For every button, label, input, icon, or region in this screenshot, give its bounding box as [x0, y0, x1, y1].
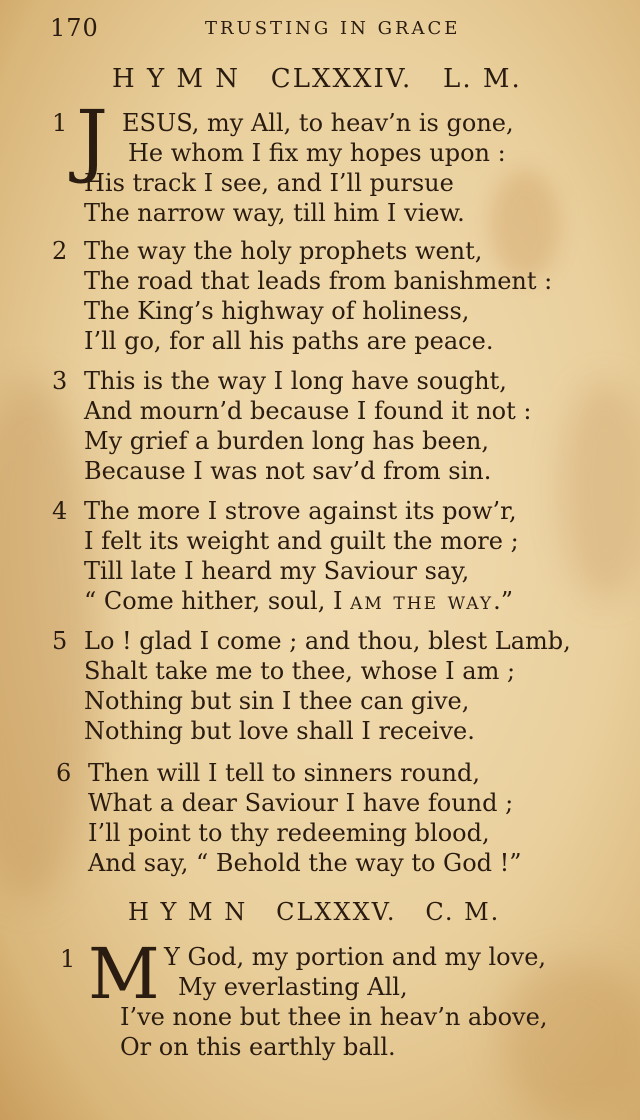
verse-line: Shalt take me to thee, whose I am ;: [84, 657, 516, 685]
drop-cap: J: [76, 93, 109, 186]
verse-line: I felt its weight and guilt the more ;: [84, 527, 519, 555]
verse-line: The more I strove against its pow’r,: [84, 497, 517, 525]
verse-line: Lo ! glad I come ; and thou, blest Lamb,: [84, 627, 571, 655]
small-caps-text: am the way: [350, 587, 494, 615]
stanza-number: 1: [52, 109, 68, 137]
drop-cap: M: [88, 933, 160, 1015]
verse-line: My everlasting All,: [178, 973, 408, 1001]
verse-line: ESUS, my All, to heav’n is gone,: [122, 109, 514, 137]
verse-line: Then will I tell to sinners round,: [88, 759, 480, 787]
verse-line: I’ve none but thee in heav’n above,: [120, 1003, 548, 1031]
verse-line: My grief a burden long has been,: [84, 427, 490, 455]
stanza-number: 5: [52, 627, 68, 655]
running-head: TRUSTING IN GRACE: [205, 18, 461, 39]
verse-line: The narrow way, till him I view.: [84, 199, 465, 227]
stanza-number: 1: [60, 945, 76, 973]
verse-line: Nothing but sin I thee can give,: [84, 687, 470, 715]
verse-line: The road that leads from banishment :: [84, 267, 553, 295]
verse-line: Because I was not sav’d from sin.: [84, 457, 492, 485]
verse-line: Till late I heard my Saviour say,: [84, 557, 470, 585]
verse-line: And say, “ Behold the way to God !”: [88, 849, 522, 877]
verse-line: The King’s highway of holiness,: [84, 297, 470, 325]
verse-line: I’ll go, for all his paths are peace.: [84, 327, 494, 355]
verse-line: The way the holy prophets went,: [84, 237, 483, 265]
verse-line: Y God, my portion and my love,: [164, 943, 547, 971]
stanza-number: 6: [56, 759, 72, 787]
stanza-number: 3: [52, 367, 68, 395]
verse-line: I’ll point to thy redeeming blood,: [88, 819, 490, 847]
verse-line: He whom I fix my hopes upon :: [128, 139, 506, 167]
verse-line: His track I see, and I’ll pursue: [84, 169, 454, 197]
stanza-number: 4: [52, 497, 68, 525]
verse-line: Nothing but love shall I receive.: [84, 717, 475, 745]
page-number: 170: [50, 14, 99, 42]
verse-line: What a dear Saviour I have found ;: [88, 789, 514, 817]
verse-line: Or on this earthly ball.: [120, 1033, 396, 1061]
verse-text: “ Come hither, soul, I: [84, 587, 351, 615]
verse-line: And mourn’d because I found it not :: [84, 397, 532, 425]
stanza-number: 2: [52, 237, 68, 265]
verse-text: .”: [493, 587, 513, 615]
verse-line: This is the way I long have sought,: [84, 367, 507, 395]
running-header: [50, 14, 490, 46]
hymn-title: H Y M N CLXXXV. C. M.: [128, 898, 501, 926]
hymn-title: H Y M N CLXXXIV. L. M.: [112, 64, 522, 94]
verse-line: [84, 586, 513, 616]
